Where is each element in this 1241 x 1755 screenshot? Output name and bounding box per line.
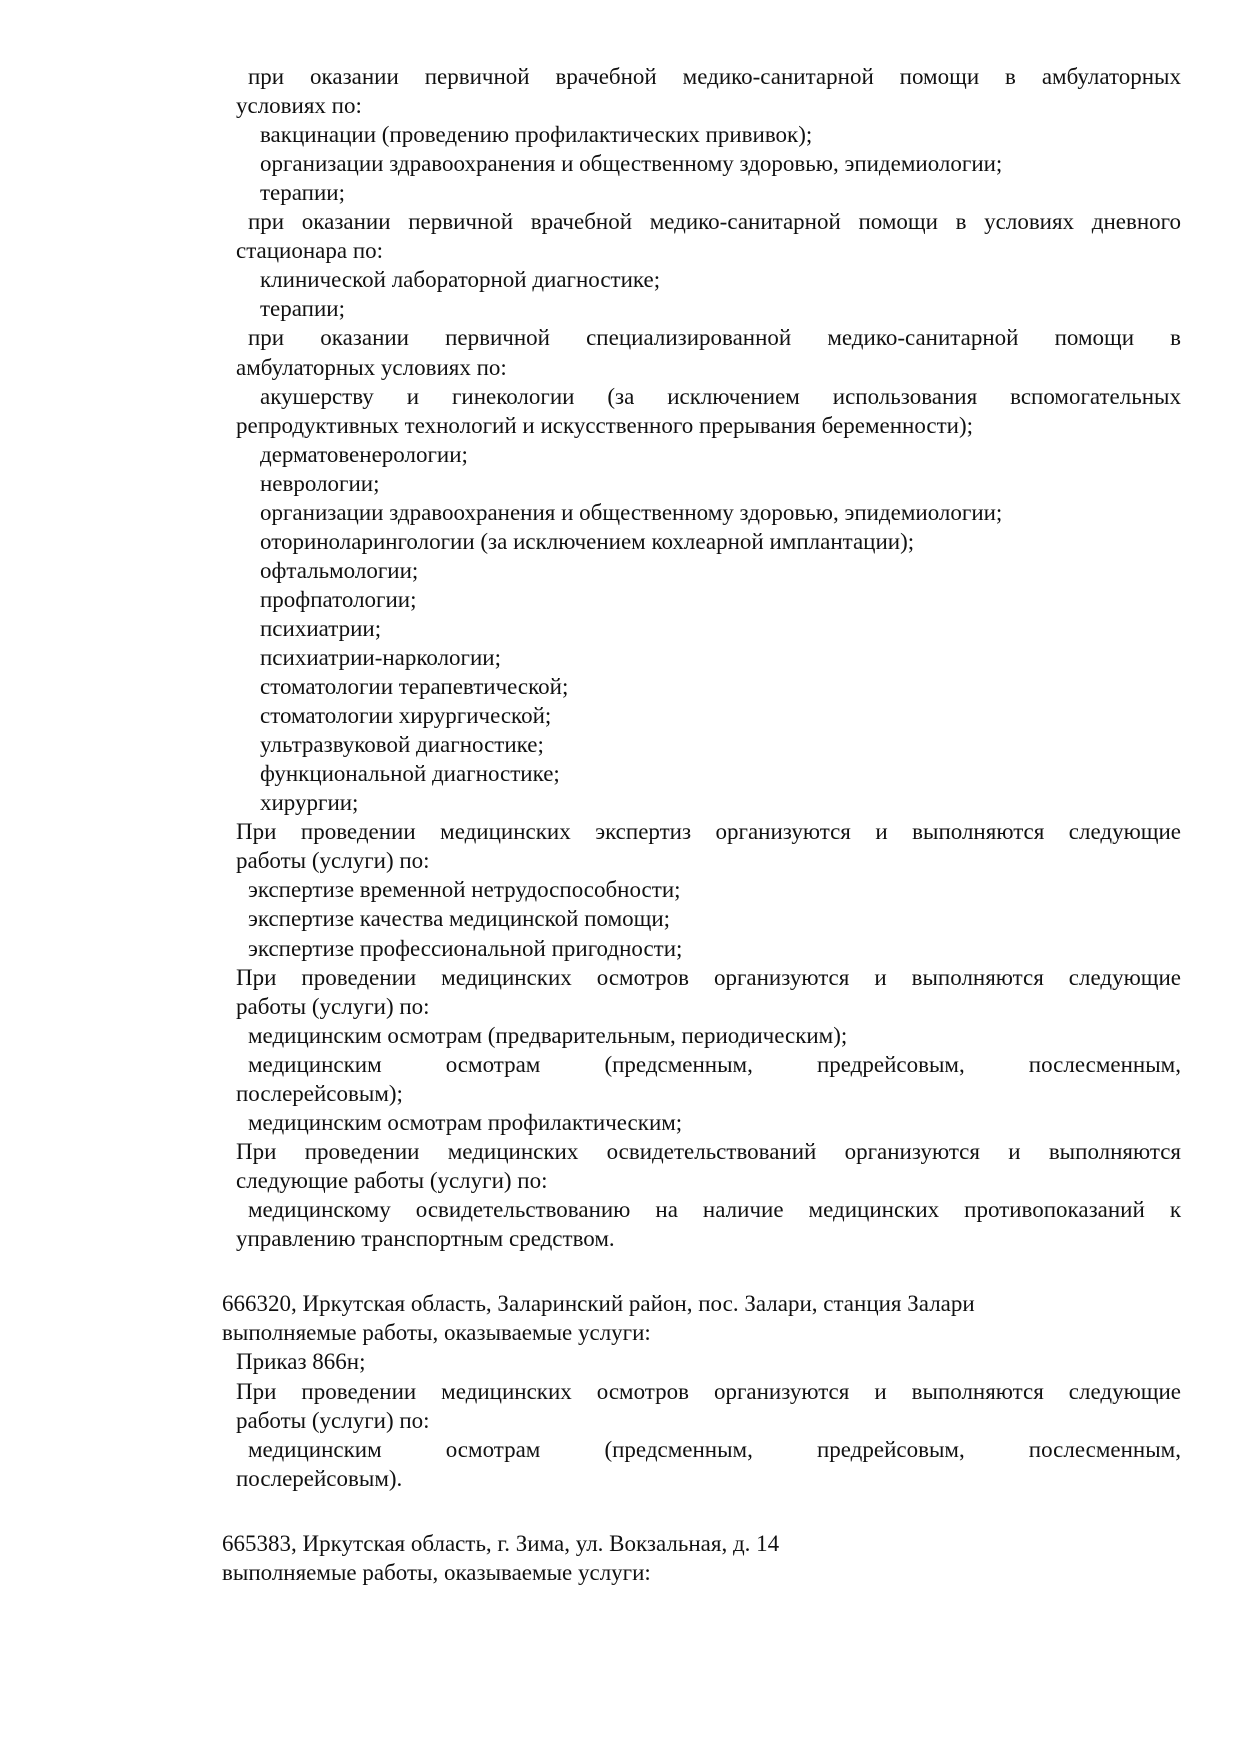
document-text-line: оториноларингологии (за исключением кохлеарной имплантации); bbox=[260, 529, 915, 554]
document-text-line: При проведении медицинских осмотров организуются и выполняются следующие bbox=[236, 965, 1181, 990]
document-text-line: клинической лабораторной диагностике; bbox=[260, 267, 661, 292]
document-text-line: работы (услуги) по: bbox=[236, 994, 430, 1019]
document-text-line: работы (услуги) по: bbox=[236, 848, 430, 873]
address-line: 666320, Иркутская область, Заларинский район, пос. Залари, станция Залари bbox=[222, 1291, 975, 1316]
document-text-line: профпатологии; bbox=[260, 587, 417, 612]
document-text-line: психиатрии-наркологии; bbox=[260, 645, 501, 670]
document-text-line: акушерству и гинекологии (за исключением использования вспомогательных bbox=[260, 384, 1181, 409]
document-text-line: неврологии; bbox=[260, 471, 380, 496]
document-text-line: медицинским осмотрам профилактическим; bbox=[248, 1110, 683, 1135]
document-text-line: организации здравоохранения и общественному здоровью, эпидемиологии; bbox=[260, 151, 1003, 176]
document-text-line: управлению транспортным средством. bbox=[236, 1226, 615, 1251]
document-text-line: работы (услуги) по: bbox=[236, 1408, 430, 1433]
document-text-line: терапии; bbox=[260, 180, 345, 205]
document-text-line: дерматовенерологии; bbox=[260, 442, 468, 467]
document-text-line: стоматологии хирургической; bbox=[260, 703, 552, 728]
document-text-line: Приказ 866н; bbox=[236, 1349, 366, 1374]
document-text-line: выполняемые работы, оказываемые услуги: bbox=[222, 1560, 651, 1585]
document-text-line: медицинским осмотрам (предсменным, предрейсовым, послесменным, bbox=[248, 1052, 1181, 1077]
document-text-line: ультразвуковой диагностике; bbox=[260, 732, 544, 757]
document-text-line: организации здравоохранения и общественному здоровью, эпидемиологии; bbox=[260, 500, 1003, 525]
document-text-line: психиатрии; bbox=[260, 616, 382, 641]
document-text-line: послерейсовым). bbox=[236, 1466, 403, 1491]
document-text-line: При проведении медицинских осмотров организуются и выполняются следующие bbox=[236, 1379, 1181, 1404]
document-text-line: репродуктивных технологий и искусственного прерывания беременности); bbox=[236, 413, 974, 438]
document-text-line: медицинским осмотрам (предварительным, периодическим); bbox=[248, 1023, 848, 1048]
document-text-line: при оказании первичной специализированной медико-санитарной помощи в bbox=[248, 325, 1181, 350]
document-text-line: медицинскому освидетельствованию на наличие медицинских противопоказаний к bbox=[248, 1197, 1181, 1222]
document-text-line: терапии; bbox=[260, 296, 345, 321]
document-text-line: медицинским осмотрам (предсменным, предрейсовым, послесменным, bbox=[248, 1437, 1181, 1462]
document-text-line: при оказании первичной врачебной медико-санитарной помощи в амбулаторных bbox=[248, 64, 1181, 89]
document-text-line: экспертизе качества медицинской помощи; bbox=[248, 906, 671, 931]
document-text-line: вакцинации (проведению профилактических прививок); bbox=[260, 122, 813, 147]
document-text-line: офтальмологии; bbox=[260, 558, 419, 583]
document-text-line: При проведении медицинских экспертиз организуются и выполняются следующие bbox=[236, 819, 1181, 844]
document-text-line: хирургии; bbox=[260, 790, 359, 815]
document-text-line: выполняемые работы, оказываемые услуги: bbox=[222, 1320, 651, 1345]
document-text-line: следующие работы (услуги) по: bbox=[236, 1168, 548, 1193]
document-text-line: экспертизе временной нетрудоспособности; bbox=[248, 877, 681, 902]
address-line: 665383, Иркутская область, г. Зима, ул. Вокзальная, д. 14 bbox=[222, 1531, 780, 1556]
document-text-line: при оказании первичной врачебной медико-санитарной помощи в условиях дневного bbox=[248, 209, 1181, 234]
document-text-line: стоматологии терапевтической; bbox=[260, 674, 569, 699]
document-text-line: функциональной диагностике; bbox=[260, 761, 560, 786]
document-text-line: При проведении медицинских освидетельствований организуются и выполняются bbox=[236, 1139, 1181, 1164]
document-text-line: стационара по: bbox=[236, 238, 384, 263]
document-text-line: условиях по: bbox=[236, 93, 362, 118]
document-text-line: послерейсовым); bbox=[236, 1081, 403, 1106]
document-text-line: амбулаторных условиях по: bbox=[236, 355, 507, 380]
document-text-line: экспертизе профессиональной пригодности; bbox=[248, 936, 683, 961]
